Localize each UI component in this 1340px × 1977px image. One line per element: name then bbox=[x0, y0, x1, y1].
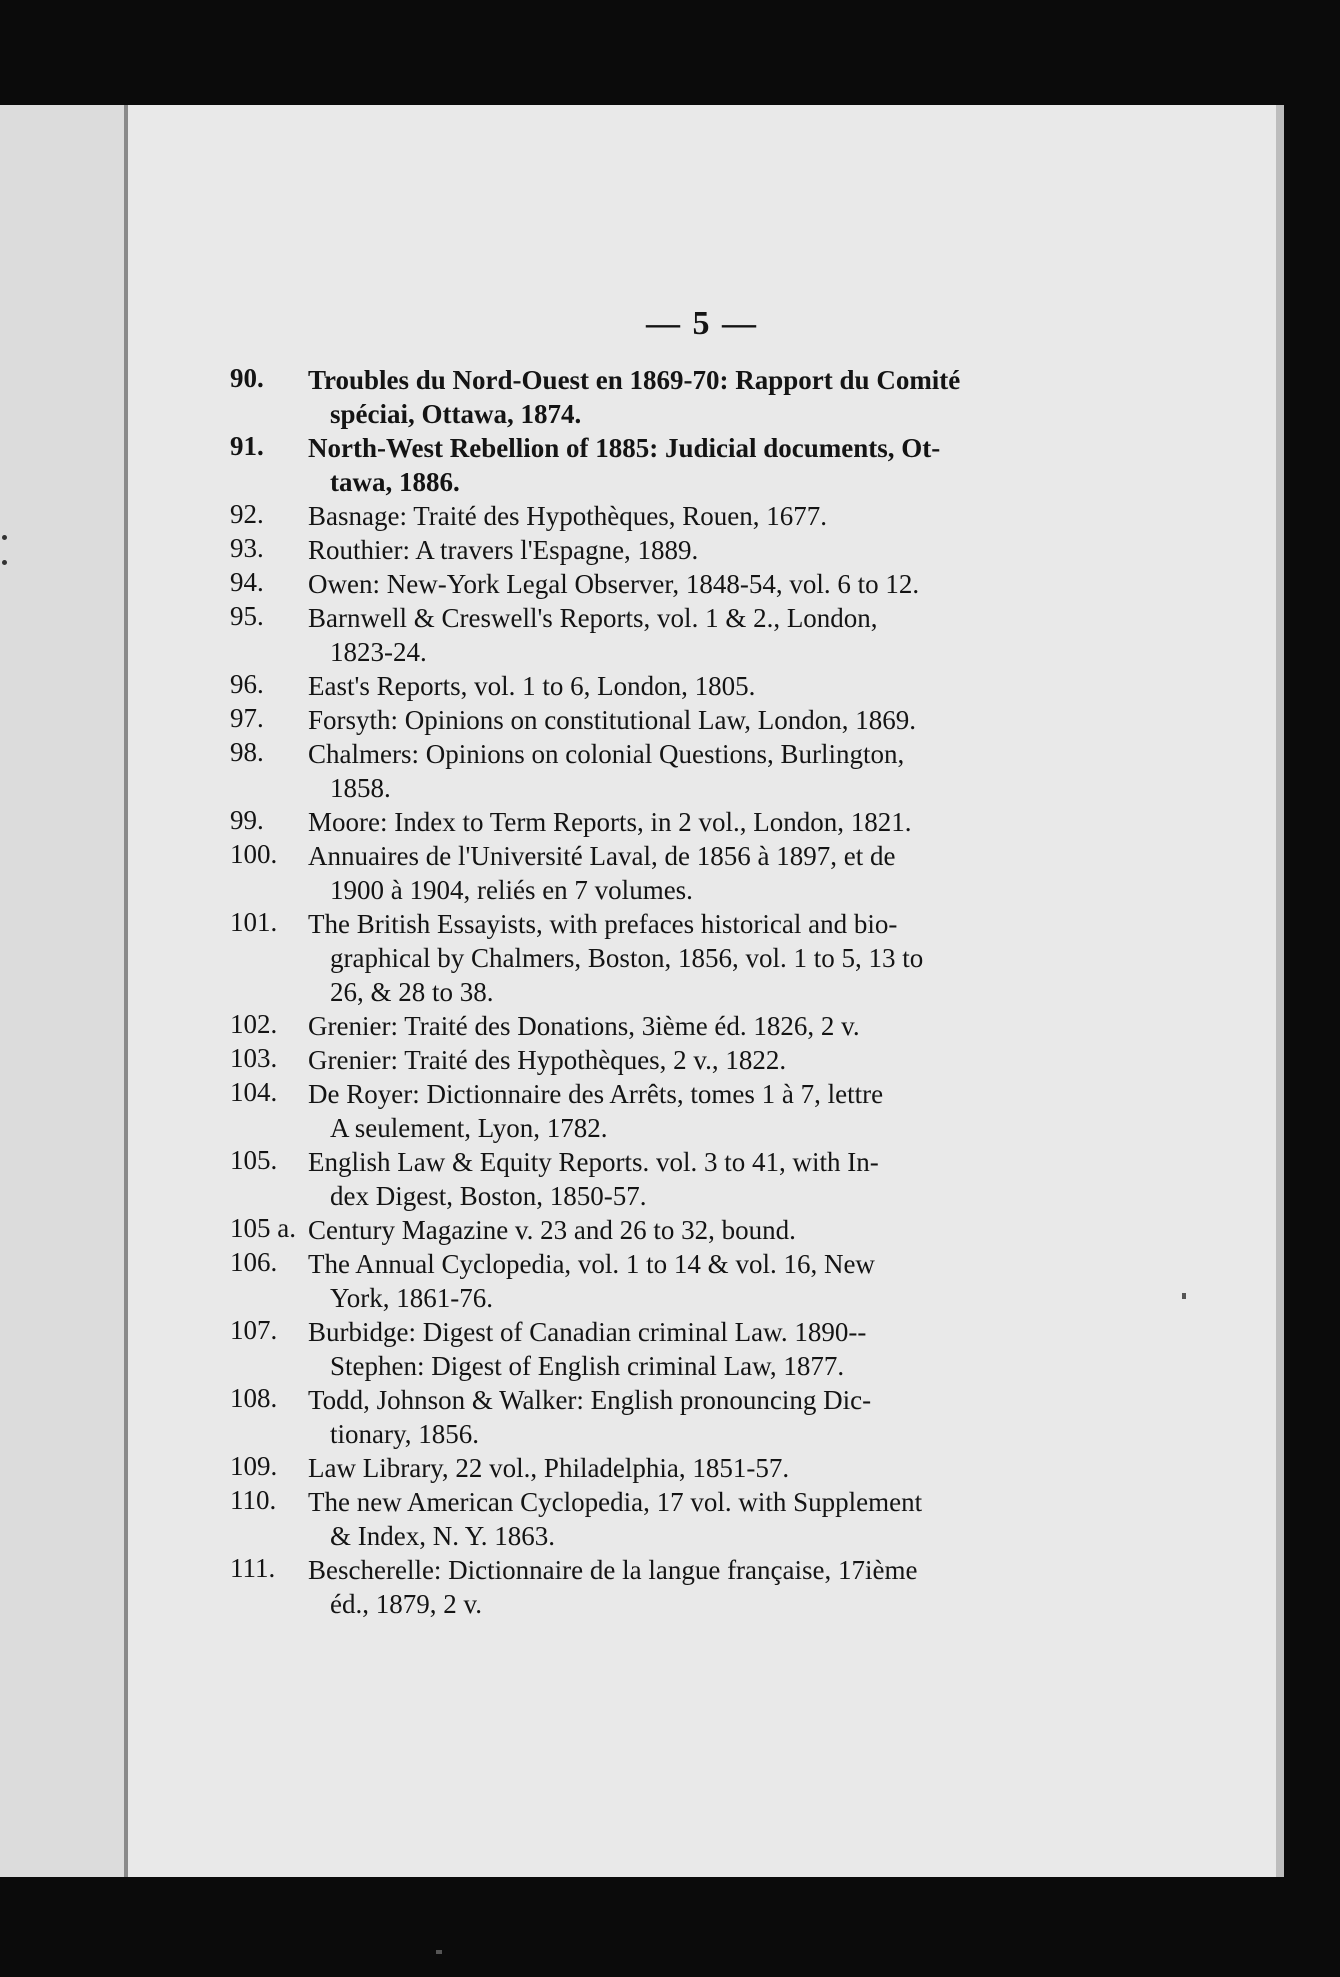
entry-text-line: De Royer: Dictionnaire des Arrêts, tomes 1 à 7, lettre bbox=[308, 1079, 884, 1109]
catalogue-entry bbox=[230, 1213, 1150, 1247]
entry-number: 90. bbox=[230, 363, 264, 393]
entry-text-line: Todd, Johnson & Walker: English pronouncing Dic- bbox=[308, 1385, 872, 1415]
catalogue-entry bbox=[230, 567, 1150, 601]
entry-text-line: Annuaires de l'Université Laval, de 1856 à 1897, et de bbox=[308, 841, 896, 871]
page-number: — 5 — bbox=[646, 305, 758, 342]
page-speck bbox=[2, 535, 7, 540]
entry-text-line: Burbidge: Digest of Canadian criminal Law. 1890-- bbox=[308, 1317, 867, 1347]
entry-text-line: Basnage: Traité des Hypothèques, Rouen, 1677. bbox=[308, 501, 827, 531]
entry-number: 94. bbox=[230, 567, 264, 597]
page-speck bbox=[2, 560, 7, 565]
entry-text-line: North-West Rebellion of 1885: Judicial documents, Ot- bbox=[308, 433, 941, 463]
entry-number: 92. bbox=[230, 499, 264, 529]
entry-text-line: Moore: Index to Term Reports, in 2 vol., London, 1821. bbox=[308, 807, 912, 837]
catalogue-entry bbox=[230, 805, 1150, 839]
catalogue-entry bbox=[230, 1315, 1150, 1383]
entry-number: 101. bbox=[230, 907, 278, 937]
catalogue-entry bbox=[230, 533, 1150, 567]
entry-text-line: Chalmers: Opinions on colonial Questions, Burlington, bbox=[308, 739, 905, 769]
facing-page-edge bbox=[0, 105, 128, 1877]
catalogue-entry bbox=[230, 499, 1150, 533]
entry-text-line: 1858. bbox=[330, 773, 391, 803]
entry-number: 107. bbox=[230, 1315, 278, 1345]
entry-text-line: The new American Cyclopedia, 17 vol. with Supplement bbox=[308, 1487, 923, 1517]
entry-text-line: Routhier: A travers l'Espagne, 1889. bbox=[308, 535, 699, 565]
entry-text-line: & Index, N. Y. 1863. bbox=[330, 1521, 555, 1551]
catalogue-entry bbox=[230, 1043, 1150, 1077]
entry-text-line: Grenier: Traité des Hypothèques, 2 v., 1822. bbox=[308, 1045, 787, 1075]
entry-text-line: Law Library, 22 vol., Philadelphia, 1851-57. bbox=[308, 1453, 790, 1483]
catalogue-entry bbox=[230, 601, 1150, 669]
catalogue-entry bbox=[230, 669, 1150, 703]
catalogue-entry bbox=[230, 907, 1150, 1009]
entry-text-line: tionary, 1856. bbox=[330, 1419, 479, 1449]
entry-text-line: tawa, 1886. bbox=[330, 467, 460, 497]
catalogue-entry bbox=[230, 1553, 1150, 1621]
entry-text-line: English Law & Equity Reports. vol. 3 to 41, with In- bbox=[308, 1147, 879, 1177]
catalogue-entry bbox=[230, 839, 1150, 907]
catalogue-list bbox=[230, 363, 1150, 1621]
entry-text-line: The Annual Cyclopedia, vol. 1 to 14 & vol. 16, New bbox=[308, 1249, 875, 1279]
catalogue-entry bbox=[230, 1009, 1150, 1043]
entry-number: 105. bbox=[230, 1145, 278, 1175]
entry-text-line: East's Reports, vol. 1 to 6, London, 1805. bbox=[308, 671, 756, 701]
entry-number: 91. bbox=[230, 431, 264, 461]
entry-text-line: Century Magazine v. 23 and 26 to 32, bound. bbox=[308, 1215, 796, 1245]
entry-text-line: Stephen: Digest of English criminal Law, 1877. bbox=[330, 1351, 845, 1381]
entry-number: 103. bbox=[230, 1043, 278, 1073]
catalogue-entry bbox=[230, 1247, 1150, 1315]
page-edge-shadow bbox=[1276, 105, 1284, 1877]
entry-number: 111. bbox=[230, 1553, 276, 1583]
scan-speck bbox=[436, 1950, 442, 1954]
entry-number: 95. bbox=[230, 601, 264, 631]
entry-text-line: Owen: New-York Legal Observer, 1848-54, vol. 6 to 12. bbox=[308, 569, 920, 599]
entry-number: 99. bbox=[230, 805, 264, 835]
entry-text-line: Grenier: Traité des Donations, 3ième éd. 1826, 2 v. bbox=[308, 1011, 860, 1041]
catalogue-entry bbox=[230, 1383, 1150, 1451]
catalogue-entry bbox=[230, 1485, 1150, 1553]
document-page bbox=[128, 105, 1276, 1877]
entry-number: 93. bbox=[230, 533, 264, 563]
entry-text-line: dex Digest, Boston, 1850-57. bbox=[330, 1181, 647, 1211]
entry-text-line: 1900 à 1904, reliés en 7 volumes. bbox=[330, 875, 693, 905]
catalogue-entry bbox=[230, 363, 1150, 431]
entry-number: 96. bbox=[230, 669, 264, 699]
catalogue-entry bbox=[230, 431, 1150, 499]
entry-text-line: Bescherelle: Dictionnaire de la langue française, 17ième bbox=[308, 1555, 918, 1585]
entry-text-line: York, 1861-76. bbox=[330, 1283, 494, 1313]
entry-text-line: Forsyth: Opinions on constitutional Law, London, 1869. bbox=[308, 705, 916, 735]
entry-number: 110. bbox=[230, 1485, 277, 1515]
entry-text-line: Barnwell & Creswell's Reports, vol. 1 & 2., London, bbox=[308, 603, 878, 633]
entry-text-line: éd., 1879, 2 v. bbox=[330, 1589, 482, 1619]
entry-number: 97. bbox=[230, 703, 264, 733]
entry-number: 104. bbox=[230, 1077, 278, 1107]
entry-text-line: A seulement, Lyon, 1782. bbox=[330, 1113, 608, 1143]
entry-number: 105 a. bbox=[230, 1213, 296, 1243]
entry-number: 109. bbox=[230, 1451, 278, 1481]
catalogue-entry bbox=[230, 1145, 1150, 1213]
entry-number: 106. bbox=[230, 1247, 278, 1277]
entry-number: 108. bbox=[230, 1383, 278, 1413]
entry-text-line: 1823-24. bbox=[330, 637, 427, 667]
entry-number: 102. bbox=[230, 1009, 278, 1039]
catalogue-entry bbox=[230, 737, 1150, 805]
entry-text-line: The British Essayists, with prefaces historical and bio- bbox=[308, 909, 898, 939]
scan-speck bbox=[1182, 1293, 1186, 1299]
entry-number: 100. bbox=[230, 839, 278, 869]
entry-text-line: spéciai, Ottawa, 1874. bbox=[330, 399, 582, 429]
entry-number: 98. bbox=[230, 737, 264, 767]
entry-text-line: graphical by Chalmers, Boston, 1856, vol. 1 to 5, 13 to bbox=[330, 943, 924, 973]
catalogue-entry bbox=[230, 703, 1150, 737]
entry-text-line: Troubles du Nord-Ouest en 1869-70: Rapport du Comité bbox=[308, 365, 961, 395]
catalogue-entry bbox=[230, 1451, 1150, 1485]
catalogue-entry bbox=[230, 1077, 1150, 1145]
entry-text-line: 26, & 28 to 38. bbox=[330, 977, 494, 1007]
